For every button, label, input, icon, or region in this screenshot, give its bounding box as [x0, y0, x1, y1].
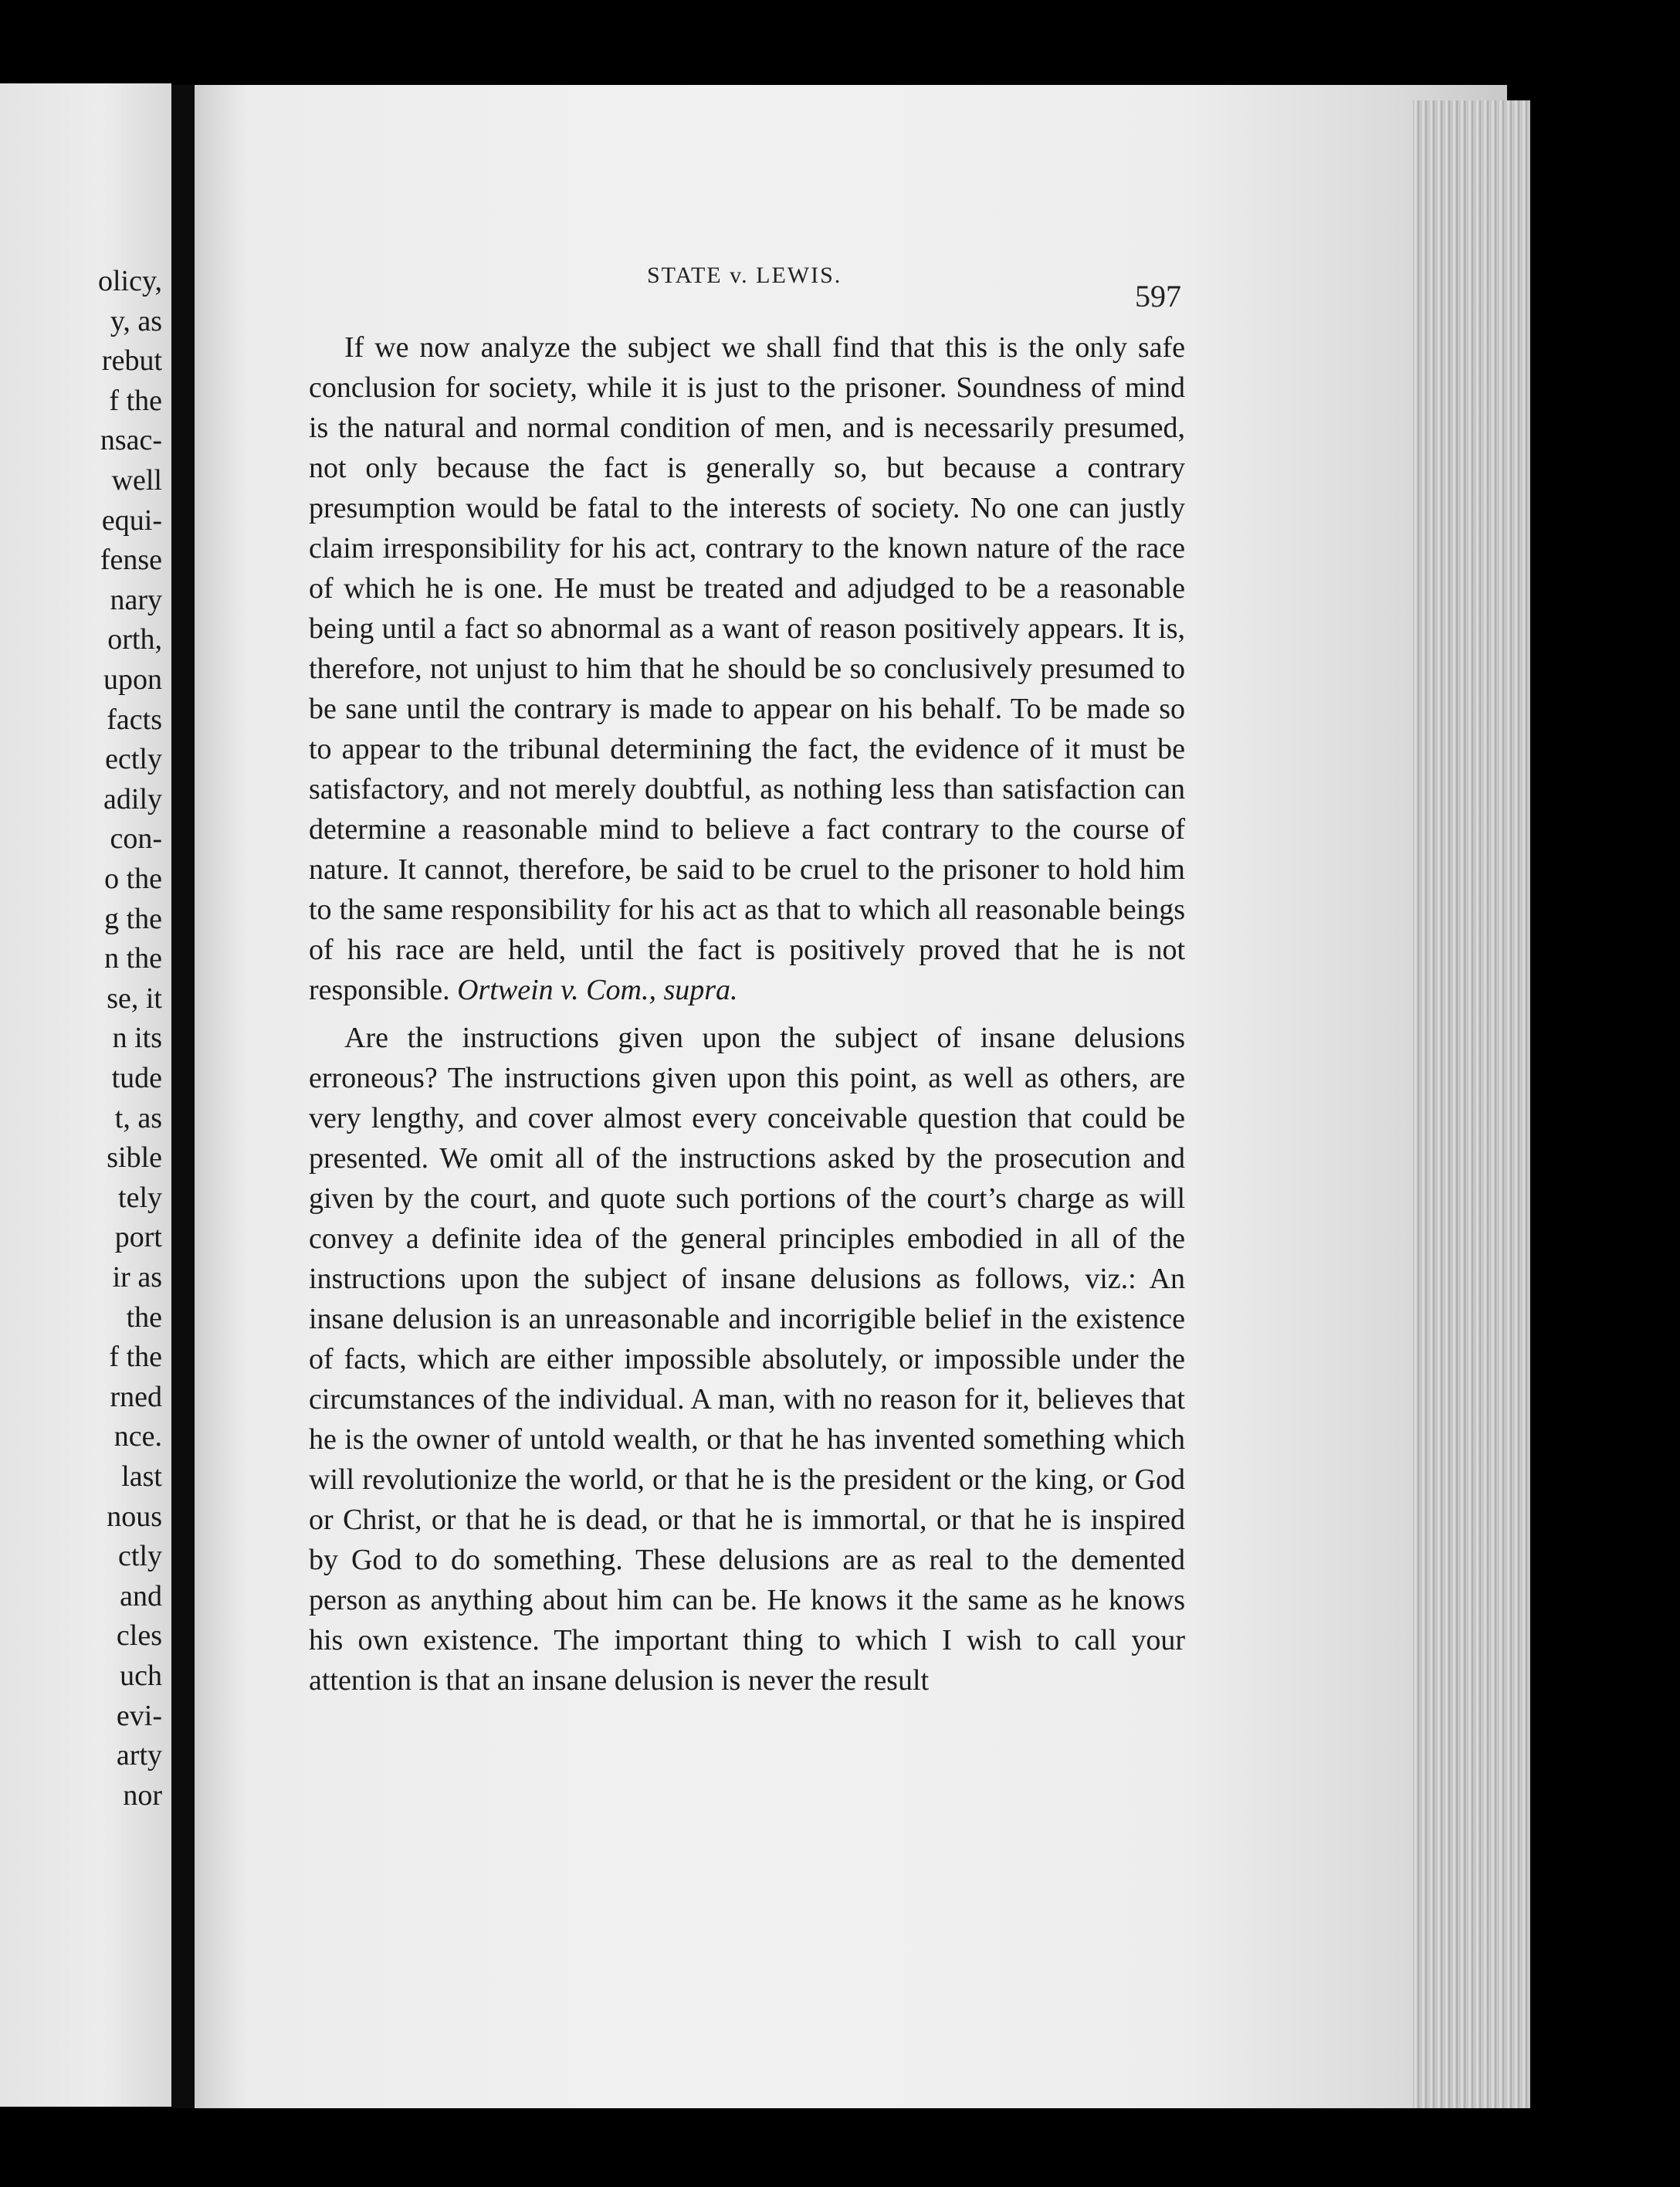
- left-page-line: se, it: [107, 982, 162, 1015]
- left-page-line: f the: [109, 384, 162, 417]
- left-page-line: ir as: [112, 1261, 162, 1294]
- page-edges: [1413, 100, 1530, 2108]
- running-head: STATE v. LEWIS.: [647, 263, 842, 288]
- left-page-line: last: [121, 1460, 162, 1493]
- body-text: [309, 327, 1185, 1700]
- paragraph-text: If we now analyze the subject we shall find that this is the only safe conclusion for society, while it is just to the prisoner. Soundness of mind is the natural and normal condition of men, and is necessarily presumed, not only because the fact is generally so, but because a contrary presumption would be fatal to the interests of society. No one can justly claim irresponsibility for his act, contrary to the known nature of the race of which he is one. He must be treated and adjudged to be a reasonable being until a fact so abnormal as a want of reason positively appears. It is, therefore, not unjust to him that he should be so conclusively presumed to be sane until the contrary is made to appear on his behalf. To be made so to appear to the tribunal determining the fact, the evidence of it must be satisfactory, and not merely doubtful, as nothing less than satisfaction can determine a reasonable mind to believe a fact contrary to the course of nature. It cannot, therefore, be said to be cruel to the prisoner to hold him to the same responsibility for his act as that to which all reasonable beings of his race are held, until the fact is positively proved that he is not responsible.: [309, 331, 1185, 1006]
- left-page-line: the: [126, 1300, 162, 1334]
- left-page-line: evi-: [116, 1699, 162, 1732]
- left-page-fragment: [0, 83, 171, 2107]
- left-page-line: fense: [100, 544, 162, 577]
- left-page-line: adily: [103, 782, 162, 815]
- left-page-line: tude: [111, 1062, 162, 1094]
- left-page-line: nous: [107, 1500, 162, 1533]
- left-page-line: olicy,: [97, 265, 162, 297]
- left-page-line: nary: [110, 583, 162, 616]
- left-page-line: y, as: [110, 304, 162, 337]
- left-page-line: ectly: [105, 743, 162, 776]
- left-page-line: t, as: [114, 1101, 162, 1134]
- left-page-line: con-: [110, 822, 162, 856]
- left-page-line: nor: [123, 1778, 162, 1812]
- case-citation: Ortwein v. Com., supra.: [457, 974, 738, 1006]
- paragraph: [309, 327, 1185, 1010]
- left-page-line: ctly: [118, 1540, 162, 1573]
- page-number: 597: [1135, 279, 1181, 314]
- left-page-line: o the: [104, 863, 162, 895]
- left-page-line: port: [114, 1221, 162, 1254]
- left-page-line: cles: [116, 1619, 162, 1653]
- left-page-line: upon: [103, 663, 162, 696]
- left-page-line: g the: [104, 902, 162, 935]
- left-page-line: n its: [112, 1022, 162, 1055]
- paragraph: Are the instructions given upon the subject of insane delusions erroneous? The instructions given upon this point, as well as others, are very lengthy, and cover almost every conceivable question that could be presented. We omit all of the instructions asked by the prosecution and given by the court, and quote such portions of the court’s charge as will convey a definite idea of the general principles embodied in all of the instructions upon the subject of insane delusions as follows, viz.: An insane delusion is an unreasonable and incorrigible belief in the existence of facts, which are either impossible absolutely, or impossible under the circumstances of the individual. A man, with no reason for it, believes that he is the owner of untold wealth, or that he has invented something which will revolutionize the world, or that he is the president or the king, or God or Christ, or that he is dead, or that he is immortal, or that he is inspired by God to do something. These delusions are as real to the demented person as anything about him can be. He knows it the same as he knows his own existence. The important thing to which I wish to call your attention is that an insane delusion is never the result: [309, 1022, 1185, 1697]
- left-page-line: n the: [104, 942, 162, 975]
- left-page-line: nce.: [113, 1420, 162, 1453]
- left-page-line: f the: [109, 1341, 162, 1374]
- left-page-line: tely: [118, 1181, 162, 1214]
- left-page-line: sible: [107, 1141, 162, 1175]
- left-page-line: rebut: [101, 344, 162, 378]
- left-page-line: nsac-: [100, 424, 162, 457]
- left-page-line: rned: [110, 1380, 162, 1413]
- book-gutter: [171, 85, 195, 2108]
- left-page-line: well: [111, 464, 162, 497]
- left-page-line: equi-: [101, 504, 162, 537]
- left-page-line: facts: [107, 703, 162, 736]
- left-page-line: and: [120, 1579, 162, 1612]
- left-page-line: uch: [120, 1660, 162, 1692]
- left-page-line: orth,: [107, 623, 162, 656]
- left-page-line: arty: [116, 1739, 162, 1772]
